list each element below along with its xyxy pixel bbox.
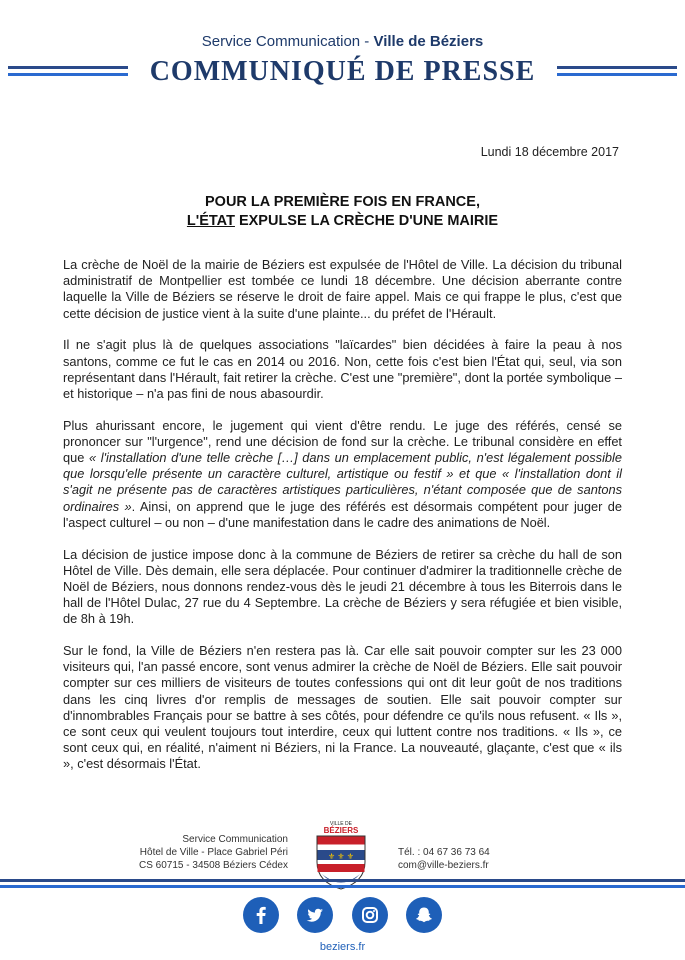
service-header bbox=[0, 33, 685, 50]
footer-address bbox=[100, 833, 288, 872]
headline-underlined: L'ÉTAT bbox=[186, 213, 235, 229]
instagram-icon[interactable] bbox=[352, 897, 388, 933]
footer-email[interactable]: com@ville-beziers.fr bbox=[398, 860, 489, 871]
crest-name-text: BÉZIERS bbox=[323, 826, 359, 835]
footer-contact bbox=[398, 846, 558, 872]
release-date: Lundi 18 décembre 2017 bbox=[480, 145, 619, 159]
footer-divider bbox=[0, 879, 685, 888]
paragraph-3 bbox=[63, 418, 622, 531]
paragraph-4: La décision de justice impose donc à la commune de Béziers de retirer sa crèche du hall de son Hôtel de Ville. Dès demain, elle sera déplacée. Pour continuer d'admirer la traditionnelle crèche de Noël de Béziers, nous donnons rendez-vous dès le jeudi 21 décembre à tous les Biterrois dans le hall de l'Hôtel Dulac, 27 rue du 4 Septembre. La crèche de Béziers y sera réfugiée et bien visible, de 8h à 19h. bbox=[63, 546, 622, 627]
service-prefix: Service Communication - bbox=[201, 33, 370, 50]
facebook-icon[interactable] bbox=[243, 897, 279, 933]
footer-service: Service Communication bbox=[182, 834, 288, 845]
paragraph-3-quote: « l'installation d'une telle crèche […] dans un emplacement public, n'est légalement possible que lorsqu'elle présente un caractère culturel, artistique ou festif » et que « l'installation dont il s'agit ne présente pas de caractères artistiques particulières, n'étant composée que de santons ordinaires » bbox=[63, 450, 622, 514]
footer-postal: CS 60715 - 34508 Béziers Cédex bbox=[139, 860, 288, 871]
headline-rest: EXPULSE LA CRÈCHE D'UNE MAIRIE bbox=[234, 213, 499, 229]
page-title: COMMUNIQUÉ DE PRESSE bbox=[149, 56, 536, 87]
service-city: Ville de Béziers bbox=[373, 33, 484, 50]
headline-line1: POUR LA PREMIÈRE FOIS EN FRANCE, bbox=[205, 194, 480, 210]
crest-top-text: VILLE DE bbox=[330, 821, 352, 827]
headline bbox=[0, 193, 685, 231]
headline-line2 bbox=[0, 212, 685, 231]
paragraph-2: Il ne s'agit plus là de quelques associations "laïcardes" bien décidées à faire la peau à nos santons, comme ce fut le cas en 2014 ou 2016. Non, cette fois c'est bien l'État qui, seul, via son représentant dans l'Hérault, fait retirer la crèche. C'est une "première", dont la portée symbolique – et historique – n'a pas fini de nous abasourdir. bbox=[63, 337, 622, 401]
paragraph-5: Sur le fond, la Ville de Béziers n'en restera pas là. Car elle sait pouvoir compter sur les 23 000 visiteurs qui, l'an passé encore, sont venus admirer la crèche de Noël de Béziers. Elle sait pouvoir compter sur ces milliers de visiteurs de toutes confessions qui ont dit leur goût de nos traditions dans les cinq livres d'or remplis de messages de soutien. Elle sait pouvoir compter sur d'innombrables Français pour se battre à ses côtés, pour défendre ce qu'ils nous refusent. « Ils », ce sont ceux qui veulent toujours tout interdire, ceux qui luttent contre nos traditions. « Ils », ce sont ceux qui, en réalité, n'aiment ni Béziers, ni la France. La nouveauté, glaçante, c'est que « ils », c'est désormais l'État. bbox=[63, 643, 622, 772]
paragraph-3-intro: Plus ahurissant encore, le jugement qui vient d'être rendu. Le juge des référés, censé se prononcer sur "l'urgence", rend une décision de fond sur la crèche. Le tribunal considère en effet que bbox=[63, 417, 622, 466]
press-release-body bbox=[63, 257, 622, 788]
twitter-icon[interactable] bbox=[297, 897, 333, 933]
footer-phone: Tél. : 04 67 36 73 64 bbox=[398, 847, 490, 858]
snapchat-icon[interactable] bbox=[406, 897, 442, 933]
paragraph-1: La crèche de Noël de la mairie de Béziers est expulsée de l'Hôtel de Ville. La décision du tribunal administratif de Montpellier est tombée ce lundi 18 décembre. Une décision aberrante contre laquelle la Ville de Béziers se réserve le droit de faire appel. Mais ce qui frappe le plus, c'est que cette décision de justice vient à la suite d'une plainte... du préfet de l'Hérault. bbox=[63, 257, 622, 321]
svg-text:⚜ ⚜ ⚜: ⚜ ⚜ ⚜ bbox=[328, 852, 354, 861]
paragraph-3-end: . Ainsi, on apprend que le juge des référés est désormais compétent pour juger de l'aspect culturel – ou non – d'une manifestation dans le cadre des animations de Noël. bbox=[63, 498, 622, 530]
website-link[interactable]: beziers.fr bbox=[319, 941, 366, 953]
footer-street: Hôtel de Ville - Place Gabriel Péri bbox=[139, 847, 288, 858]
social-links bbox=[0, 897, 685, 933]
